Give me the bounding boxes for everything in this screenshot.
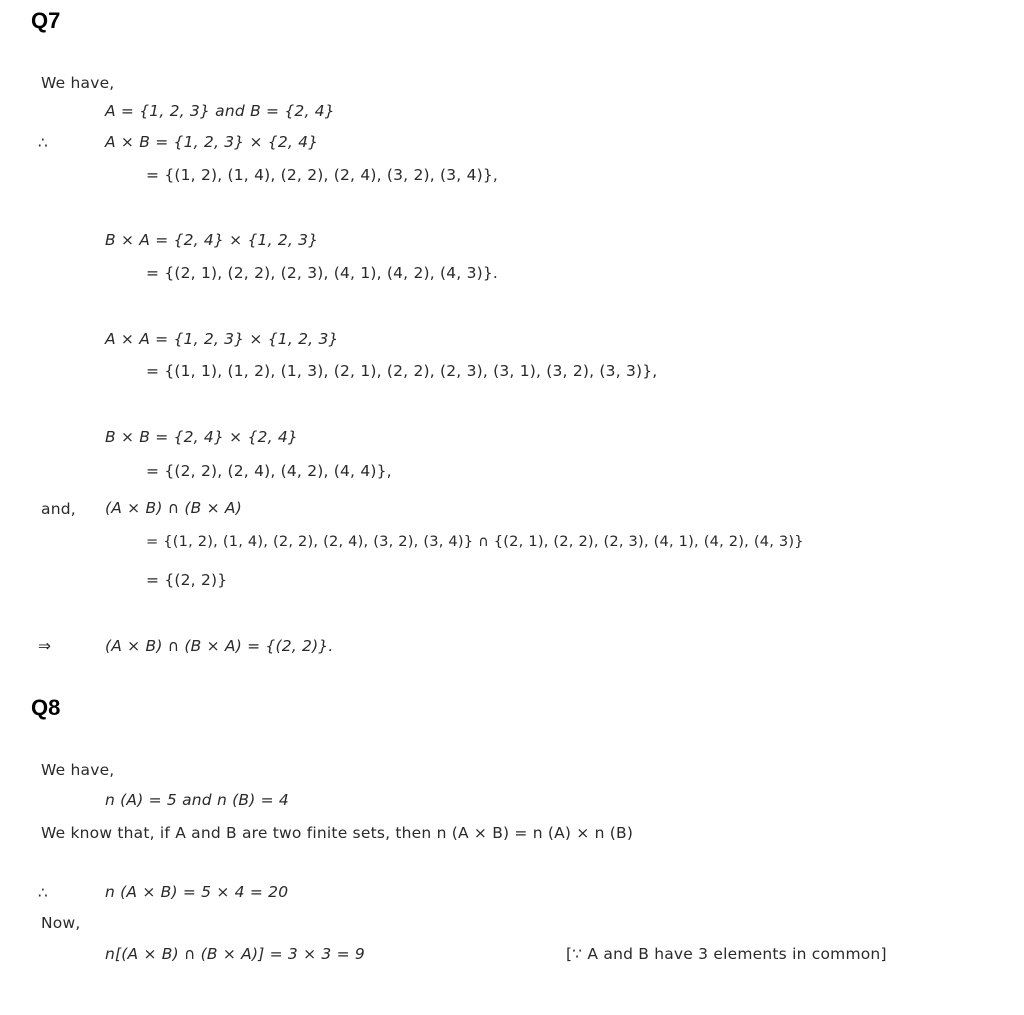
q7-axa-value: = {(1, 1), (1, 2), (1, 3), (2, 1), (2, 2), (2, 3), (3, 1), (3, 2), (3, 3)}, xyxy=(146,362,658,380)
q7-given: A = {1, 2, 3} and B = {2, 4} xyxy=(105,102,335,120)
q7-bxa-definition: B × A = {2, 4} × {1, 2, 3} xyxy=(105,231,319,249)
q8-reason-bracket: [∵ A and B have 3 elements in common] xyxy=(566,945,887,963)
q7-final-result: (A × B) ∩ (B × A) = {(2, 2)}. xyxy=(105,637,334,655)
q7-we-have: We have, xyxy=(41,74,115,92)
q7-intersection-result: = {(2, 2)} xyxy=(146,571,228,589)
q7-bxa-value: = {(2, 1), (2, 2), (2, 3), (4, 1), (4, 2), (4, 3)}. xyxy=(146,264,499,282)
q7-axb-value: = {(1, 2), (1, 4), (2, 2), (2, 4), (3, 2), (3, 4)}, xyxy=(146,166,499,184)
q7-implies-symbol: ⇒ xyxy=(38,637,52,655)
q8-given: n (A) = 5 and n (B) = 4 xyxy=(105,791,289,809)
q7-intersection-value: = {(1, 2), (1, 4), (2, 2), (2, 4), (3, 2), (3, 4)} ∩ {(2, 1), (2, 2), (2, 3), (4, 1), (4, 2), (4, 3)} xyxy=(146,533,804,550)
q8-know-statement: We know that, if A and B are two finite sets, then n (A × B) = n (A) × n (B) xyxy=(41,824,634,842)
q8-therefore-symbol: ∴ xyxy=(38,884,49,902)
q8-n-axb: n (A × B) = 5 × 4 = 20 xyxy=(105,883,289,901)
q8-we-have: We have, xyxy=(41,761,115,779)
q7-axa-definition: A × A = {1, 2, 3} × {1, 2, 3} xyxy=(105,330,339,348)
q7-intersection-expression: (A × B) ∩ (B × A) xyxy=(105,499,242,517)
q8-now: Now, xyxy=(41,914,81,932)
q7-bxb-value: = {(2, 2), (2, 4), (4, 2), (4, 4)}, xyxy=(146,462,392,480)
q8-n-intersection: n[(A × B) ∩ (B × A)] = 3 × 3 = 9 xyxy=(105,945,365,963)
q8-heading: Q8 xyxy=(31,695,61,720)
q7-and-label: and, xyxy=(41,500,76,518)
q7-therefore-symbol: ∴ xyxy=(38,134,49,152)
q7-heading: Q7 xyxy=(31,8,61,33)
q7-bxb-definition: B × B = {2, 4} × {2, 4} xyxy=(105,428,298,446)
q7-axb-definition: A × B = {1, 2, 3} × {2, 4} xyxy=(105,133,319,151)
